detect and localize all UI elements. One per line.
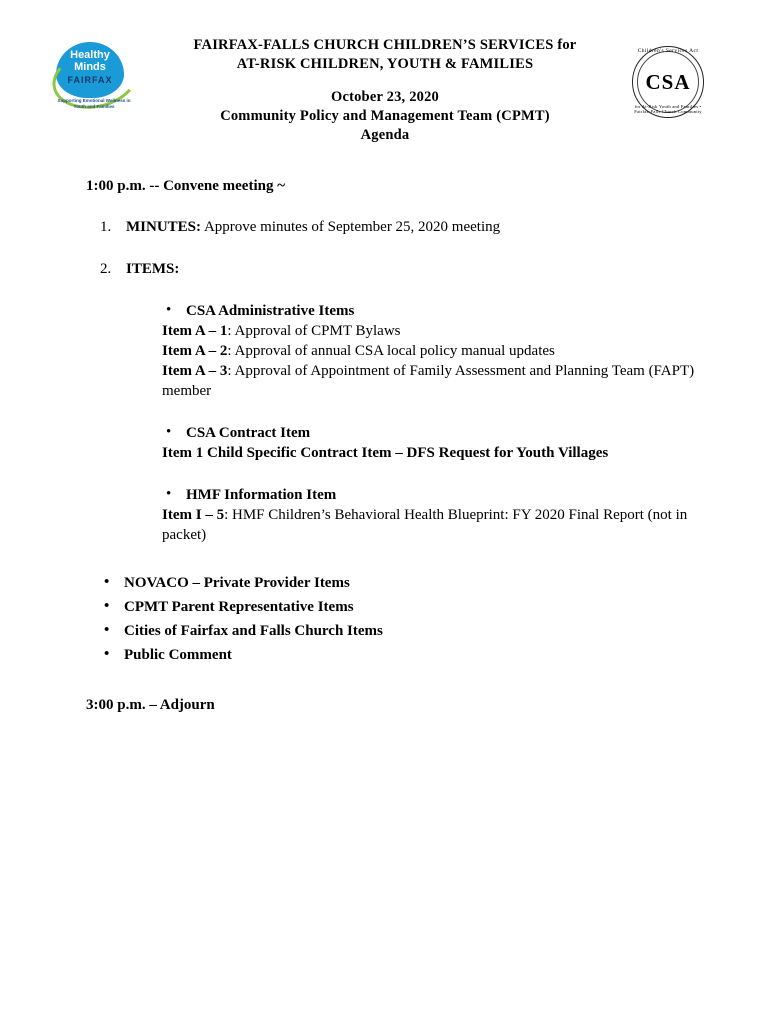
sub-item-contract-1-label: Item 1 Child Specific Contract Item – DFS Request for Youth Villages xyxy=(162,445,609,461)
sub-item-a1-label: Item A – 1 xyxy=(162,323,228,339)
agenda-outer-bullet-list xyxy=(100,571,718,667)
agenda-group-csa-contract xyxy=(162,423,718,463)
sub-item-i5 xyxy=(162,505,718,545)
header-spacer xyxy=(152,74,618,88)
seal-arc-top-text: Children's Services Act xyxy=(637,48,699,54)
item-text-minutes: Approve minutes of September 25, 2020 meeting xyxy=(201,219,501,235)
group-lines-csa-administrative xyxy=(162,321,718,401)
sub-item-a2-text: : Approval of annual CSA local policy manual updates xyxy=(227,343,555,359)
sub-item-i5-text: : HMF Children’s Behavioral Health Blueprint: FY 2020 Final Report (not in packet) xyxy=(162,507,688,543)
group-heading-hmf-information xyxy=(162,485,718,505)
group-heading-text: CSA Administrative Items xyxy=(186,303,355,319)
meeting-team: Community Policy and Management Team (CPMT) xyxy=(220,108,550,124)
sub-item-contract-1 xyxy=(162,443,718,463)
sub-item-a2 xyxy=(162,341,718,361)
csa-seal-logo xyxy=(626,40,710,124)
meeting-date: October 23, 2020 xyxy=(330,89,440,105)
header-title-block xyxy=(52,36,718,145)
group-heading-text: HMF Information Item xyxy=(186,487,337,503)
list-item-cities: • Cities of Fairfax and Falls Church Items xyxy=(100,619,718,643)
group-heading-text: CSA Contract Item xyxy=(186,425,311,441)
seal-center-text: CSA xyxy=(645,70,691,94)
sub-item-a3-label: Item A – 3 xyxy=(162,363,228,379)
sub-item-a3 xyxy=(162,361,718,401)
agenda-numbered-list xyxy=(52,217,718,279)
healthy-minds-fairfax-logo xyxy=(52,40,136,124)
title-line-1: FAIRFAX-FALLS CHURCH CHILDREN’S SERVICES for xyxy=(193,37,577,53)
logo-tagline: Supporting Emotional Wellness in Youth and Families xyxy=(57,98,131,109)
logo-word-healthy: Healthy xyxy=(70,49,110,61)
agenda-group-hmf-information xyxy=(162,485,718,545)
list-item-public-comment: • Public Comment xyxy=(100,643,718,667)
list-item-novaco: • NOVACO – Private Provider Items xyxy=(100,571,718,595)
title-line-2: AT-RISK CHILDREN, YOUTH & FAMILIES xyxy=(236,56,534,72)
sub-item-a1 xyxy=(162,321,718,341)
adjourn-time: 3:00 p.m. – Adjourn xyxy=(86,697,215,713)
agenda-group-csa-administrative xyxy=(162,301,718,401)
group-lines-csa-contract xyxy=(162,443,718,463)
item-marker-2: 2. xyxy=(100,261,112,277)
item-label-minutes: MINUTES: xyxy=(126,219,202,235)
logo-word-fairfax: FAIRFAX xyxy=(67,75,113,85)
document-type: Agenda xyxy=(360,127,410,143)
group-lines-hmf-information xyxy=(162,505,718,545)
seal-arc-bottom-text: for At-Risk Youth and Families • Fairfax-Falls Church Community xyxy=(634,104,702,114)
item-label-items: ITEMS: xyxy=(126,261,180,277)
document-header xyxy=(52,36,718,154)
group-heading-csa-administrative xyxy=(162,301,718,321)
group-heading-csa-contract xyxy=(162,423,718,443)
convene-time: 1:00 p.m. -- Convene meeting ~ xyxy=(86,178,286,194)
list-item-cpmt-parent-rep: • CPMT Parent Representative Items xyxy=(100,595,718,619)
sub-item-a2-label: Item A – 2 xyxy=(162,343,228,359)
item-marker-1: 1. xyxy=(100,219,112,235)
sub-item-a1-text: : Approval of CPMT Bylaws xyxy=(227,323,401,339)
agenda-item-items xyxy=(52,259,718,279)
agenda-item-minutes xyxy=(52,217,718,237)
sub-item-a3-text: : Approval of Appointment of Family Assessment and Planning Team (FAPT) member xyxy=(162,363,695,399)
logo-word-minds: Minds xyxy=(74,61,106,73)
sub-item-i5-label: Item I – 5 xyxy=(162,507,225,523)
